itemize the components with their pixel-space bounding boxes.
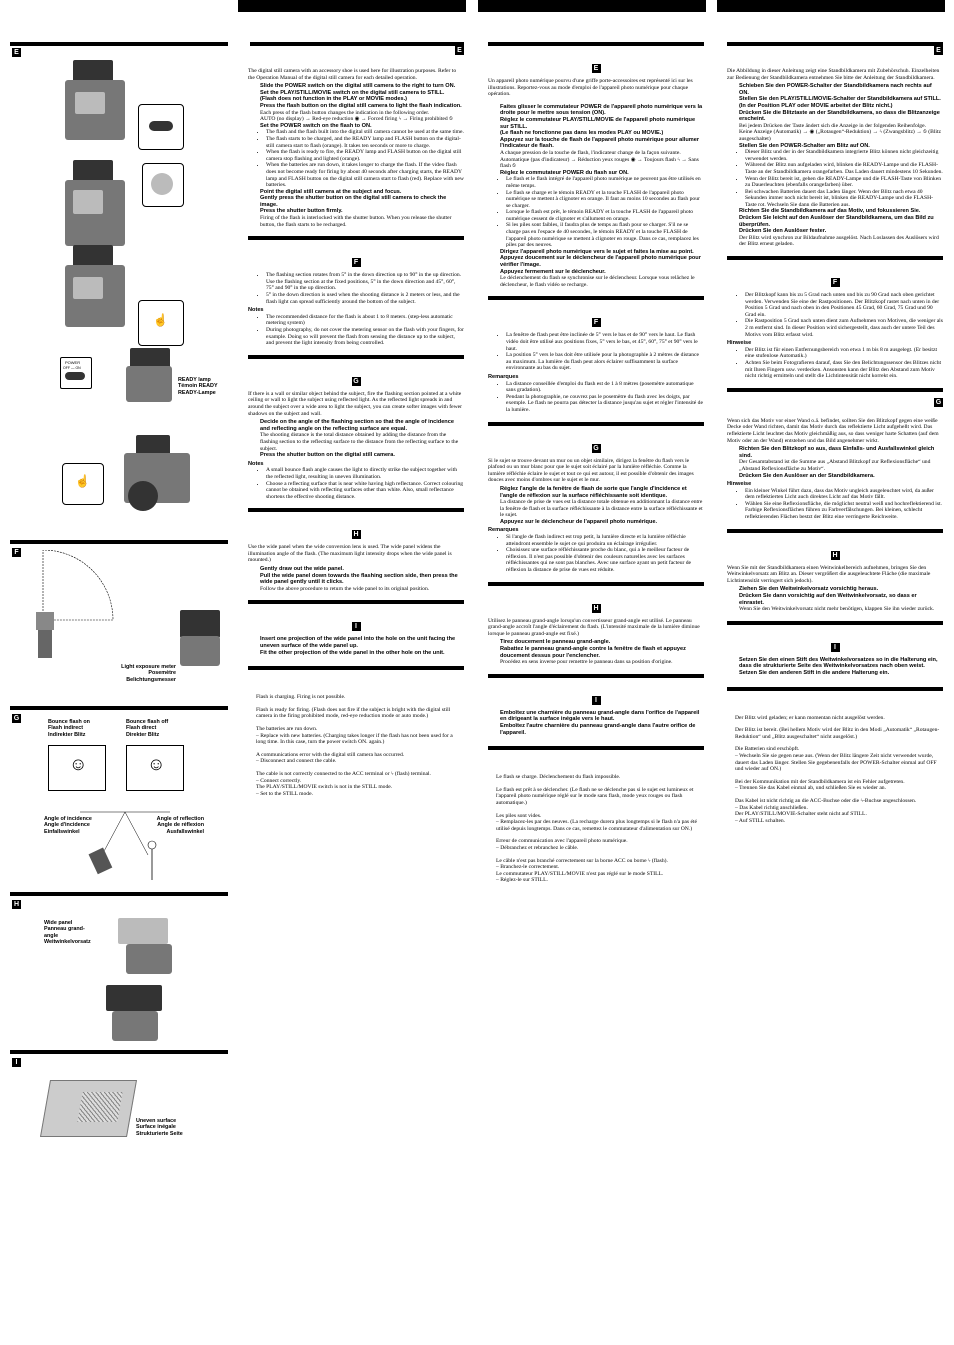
- en-g-step1: Decide on the angle of the flashing section so that the angle of incidence and reflecting angle on the reflecting surface are equal.: [260, 419, 454, 432]
- list-item: • When the batteries are run down, it takes longer to charge the flash. If the video flash does not become ready for firing by about 40 seconds after charging starts, the READY lamp and FLASH button on the digital still camera start to flash (red). Replace with new batteries.: [266, 162, 464, 188]
- fr-h-intro: Utilisez le panneau grand-angle lorsqu'un convertisseur grand-angle est utilisé. Le panneau grand-angle accroît l'angle d'éclairement du flash. (L'intensité maximale de la lumière diminue lorsque le panneau grand-angle est fixé.): [488, 617, 700, 637]
- power-switch-label: POWER: [65, 360, 81, 365]
- fr-g-step2: Appuyez sur le déclencheur de l'appareil photo numérique.: [500, 518, 658, 525]
- section-label-e: E: [592, 64, 601, 73]
- en-e-intro: The digital still camera with an accessory shoe is used here for illustration purposes. Refer to the Operation Manual of the digital still camera for each detailed operation.: [248, 68, 457, 81]
- list-item: • Si l'angle de flash indirect est trop petit, la lumière directe et la lumière réfléchie atteindront ensemble le sujet ce qui produira un éclairage irrégulier.: [506, 534, 704, 547]
- figure-column: [10, 0, 228, 1345]
- bounce-off-photo: ☺: [126, 745, 184, 791]
- list-item: • La distance conseillée d'emploi du flash est de 1 à 8 mètres (posemètre automatique sans gradation).: [506, 381, 704, 394]
- list-item: • Während der Blitz nun aufgeladen wird, blinken die READY-Lampe und die FLASH-Taste an der Standbildkamera orangefarben. Das Laden dauert mindestens 10 Sekunden.: [745, 162, 943, 175]
- fr-t6: Le commutateur PLAY/STILL/MOVIE n'est pas réglé sur le mode STILL.: [496, 870, 664, 877]
- en-e-step4-list: [248, 129, 464, 188]
- fr-t3: Les piles sont vides.: [496, 812, 542, 819]
- en-h-step1: Gently draw out the wide panel.: [260, 566, 344, 573]
- section-label-h: H: [353, 531, 359, 539]
- en-g-intro: If there is a wall or similar object behind the subject, fire the flashing section pointed at a white ceiling or wall to light the subject using reflected light. As the reflected light spreads in and around the subject over a wide area to light the subject, you can create softer images with fewer shadows on the subject and wall.: [248, 390, 463, 417]
- de-e-step4: Stellen Sie den POWER-Schalter am Blitz auf ON.: [739, 142, 870, 149]
- de-h-step2-text: Wenn Sie den Weitwinkelvorsatz nicht mehr benötigen, klappen Sie ihn wieder zurück.: [739, 606, 935, 613]
- fr-section-g: [488, 422, 704, 574]
- fr-g-step1-text: La distance de prise de vues est la distance totale obtenue en additionnant la distance entre la fenêtre de flash et la surface réfléchissante à la distance entre la surface réfléchissante et le sujet.: [500, 499, 703, 519]
- list-item: • Dieser Blitz und der in der Standbildkamera integrierte Blitz können nicht gleichzeitig verwendet werden.: [745, 149, 943, 162]
- en-t3a: – Replace with new batteries. (Charging takes longer if the flash has not been used for a long time. In this case, turn the power switch ON. again.): [256, 732, 453, 746]
- en-t4: A communications error with the digital still camera has occurred.: [256, 751, 405, 758]
- bounce-on-photo: ☺: [48, 745, 106, 791]
- list-item: • Le flash se charge et le témoin READY et la touche FLASH de l'appareil photo numérique se mettent à clignoter en orange. Il faut au moins 10 secondes au flash pour se charger.: [506, 190, 704, 210]
- flash-power-switch-box: [60, 357, 92, 389]
- fr-i-step1: Emboîtez une charnière du panneau grand-angle dans l'orifice de l'appareil en dirigeant la surface inégale vers le haut.: [500, 709, 700, 723]
- de-t3a: – Wechseln Sie sie gegen neue aus. (Wenn der Blitz längere Zeit nicht verwendet wurde, dauert das Laden länger. Stellen Sie gegebenenfalls der POWER-Schalter einmal auf OFF und wieder auf ON.): [735, 752, 937, 773]
- en-i-step2: Fit the other projection of the wide panel in the other hole on the unit.: [260, 649, 445, 656]
- list-item: • Wenn der Blitz bereit ist, gehen die READY-Lampe und die FLASH-Taste von Blinken zu Dauerleuchten (ebenfalls orangefarben) über.: [745, 176, 943, 189]
- en-e-step7-text: Firing of the flash is interlocked with the shutter button. When you release the shutter button, the flash starts to be recharged.: [260, 215, 452, 228]
- en-e-step1: Slide the POWER switch on the digital still camera to the right to turn ON.: [260, 83, 456, 90]
- de-e-step5: Richten Sie die Standbildkamera auf das Motiv, und fokussieren Sie.: [739, 208, 921, 215]
- en-e-step5: Point the digital still camera at the subject and focus.: [260, 188, 402, 195]
- en-section-h: [248, 508, 464, 592]
- de-e-step6: Drücken Sie leicht auf den Auslöser der Standbildkamera, um das Bild zu überprüfen.: [739, 215, 934, 228]
- section-label-f: F: [352, 258, 361, 267]
- fr-section-h: [488, 582, 704, 666]
- en-section-f: [248, 236, 464, 347]
- en-e-step3-order: AUTO (no display) → Red-eye reduction ◉ → Forced firing ϟ → Firing prohibited ⦸: [260, 116, 453, 123]
- list-item: • Si les piles sont faibles, il faudra plus de temps au flash pour se charger. S'il ne se charge pas en l'espace de 40 secondes, le témoin READY et la touche FLASH de l'appareil photo numérique se mettent à clignoter en rouge. Dans ce cas, remplacez les piles par des neuves.: [506, 222, 704, 248]
- de-g-notes-heading: Hinweise: [727, 481, 752, 488]
- fr-e-step3-text: A chaque pression de la touche de flash, l'indicateur change de la façon suivante.: [500, 149, 681, 156]
- fr-section-troubleshooting: [488, 746, 704, 884]
- section-label-f: F: [592, 318, 601, 327]
- de-g-step1: Richten Sie den Blitzkopf so aus, dass Einfalls- und Ausfallswinkel gleich sind.: [739, 446, 935, 459]
- de-e-step7: Drücken Sie den Auslöser fester.: [739, 228, 827, 235]
- fr-e-step5: Dirigez l'appareil photo numérique vers le sujet et faites la mise au point.: [500, 248, 694, 255]
- de-h-step1: Ziehen Sie den Weitwinkelvorsatz vorsichtig heraus.: [739, 586, 879, 593]
- list-item: • 5° in the down direction is used when the shooting distance is 2 meters or less, and the flash light can spread sufficiently around the bottom of the subject.: [266, 292, 464, 305]
- section-label-e: E: [455, 46, 464, 55]
- figure-label-e: E: [12, 48, 21, 57]
- fr-g-intro: Si le sujet se trouve devant un mur ou un objet similaire, dirigez la fenêtre du flash vers le plafond ou un mur blanc pour que le sujet soit éclairé par la lumière réfléchie. Comme la lumière réfléchie éclaire le sujet et tout ce qui est autour, il est possible d'obtenir des images douces avec moins d'ombres sur le sujet et le mur.: [488, 457, 694, 484]
- de-t4: Bei der Kommunikation mit der Standbildkamera ist ein Fehler aufgetreten.: [735, 778, 905, 785]
- en-section-troubleshooting: [248, 666, 464, 797]
- camera-with-flash-illustration: [118, 435, 208, 525]
- en-h-step2: Pull the wide panel down towards the flashing section side, then press the wide panel gently until it clicks.: [260, 572, 458, 586]
- de-h-step2: Drücken Sie dann vorsichtig auf den Weitwinkelvorsatz, so dass er einrastet.: [739, 593, 917, 606]
- french-column: [488, 0, 704, 884]
- de-e-step2-note: (In der Position PLAY oder MOVIE arbeitet der Blitz nicht.): [739, 102, 893, 109]
- figure-label-i: I: [12, 1058, 21, 1067]
- list-item: • Pendant la photographie, ne couvrez pas le posemètre du flash avec les doigts, par exemple. Le flash ne pourra pas détecter la distance jusqu'au sujet et régler l'intensité de la lumière.: [506, 394, 704, 414]
- de-t5: Das Kabel ist nicht richtig an die ACC-Buchse oder die ϟ-Buchse angeschlossen.: [735, 797, 917, 804]
- section-label-g: G: [353, 377, 359, 385]
- de-t4a: – Trennen Sie das Kabel einmal ab, und schließen Sie es wieder an.: [735, 785, 886, 792]
- en-g-step2: Press the shutter button on the digital still camera.: [260, 452, 395, 459]
- bounce-on-caption: Bounce flash on Flash indirect Indirekter Blitz: [48, 719, 90, 738]
- power-switch-detail: [138, 104, 184, 150]
- de-t1: Der Blitz wird geladen; er kann momentan nicht ausgelöst werden.: [735, 714, 885, 721]
- wide-panel-illustration-2: [98, 985, 178, 1045]
- en-t5: The cable is not correctly connected to the ACC terminal or ϟ (flash) terminal.: [256, 770, 431, 777]
- angle-reflection-caption: Angle of reflection Angle de réflexion Ausfallswinkel: [156, 816, 204, 835]
- figure-label-f: F: [12, 548, 21, 557]
- rule-g: [10, 706, 228, 710]
- de-section-troubleshooting: [727, 687, 943, 825]
- de-g-step2: Drücken Sie den Auslöser an der Standbildkamera.: [739, 472, 875, 479]
- de-i-step1: Setzen Sie den einen Stift des Weitwinkelvorsatzes so in die Halterung ein, dass die strukturierte Seite des Weitwinkelvorsatzes nach oben weist.: [739, 656, 938, 670]
- list-item: • La position 5° vers le bas doit être utilisée pour la photographie à 2 mètres de distance au maximum. La lumière du flash peut alors éclairer suffisamment la surface environnante au bas du sujet.: [506, 352, 704, 372]
- section-label-e: E: [934, 46, 943, 55]
- camera-illustration-1: [65, 60, 135, 150]
- list-item: • The flashing section rotates from 5° in the down direction up to 90° in the up direction. Use the flashing section at the fixed positions, 5° in the down direction and 45°, 60°, 75° and 90° in the up direction.: [266, 272, 464, 292]
- en-section-g: [248, 355, 464, 501]
- wide-panel-surface-illustration: [40, 1070, 140, 1148]
- fr-i-step2: Emboîtez l'autre charnière du panneau grand-angle dans l'autre orifice de l'appareil.: [500, 722, 696, 736]
- en-t6: The PLAY/STILL/MOVIE switch is not in the STILL mode.: [256, 784, 393, 791]
- flash-unit-illustration-2: [180, 610, 230, 670]
- rule-i: [10, 1050, 228, 1054]
- wide-panel-illustration-1: [118, 918, 188, 978]
- list-item: • During photography, do not cover the metering sensor on the flash with your fingers, for example. Doing so will prevent the flash from sensing the distance up to the subject, and prevent the light intensity from being controlled.: [266, 327, 464, 347]
- fr-t3a: – Remplacez-les par des neuves. (La recharge durera plus longtemps si le flash n'a pas été utilisé depuis longtemps. Dans ce cas, remettez le commutateur d'alimentation sur ON.): [496, 819, 697, 832]
- fr-section-f: [488, 296, 704, 413]
- de-t6a: – Auf STILL schalten.: [735, 817, 786, 824]
- fr-t4a: – Débranchez et rebranchez le câble.: [496, 844, 579, 851]
- list-item: • When the flash is ready to fire, the READY lamp and FLASH button on the digital still camera stop flashing and lighted (orange).: [266, 149, 464, 162]
- fr-h-step1: Tirez doucement le panneau grand-angle.: [500, 639, 611, 646]
- fr-t6a: – Réglez-le sur STILL.: [496, 877, 548, 884]
- de-t2: Der Blitz ist bereit. (Bei hellem Motiv wird der Blitz in den Modi „Automatik“ „Rotaugen-Reduktion“ und „Blitz ausgeschaltet“ nicht ausgelöst.): [735, 727, 940, 740]
- list-item: • The flash starts to be charged, and the READY lamp and FLASH button on the digital-still camera start to flash (orange). It takes ten seconds or more to charge.: [266, 136, 464, 149]
- fr-e-step6: Appuyez doucement sur le déclencheur de l'appareil photo numérique pour vérifier l'image.: [500, 255, 701, 269]
- fr-e-step2-note: (Le flash ne fonctionne pas dans les modes PLAY ou MOVIE.): [500, 130, 664, 137]
- de-e-step1: Schieben Sie den POWER-Schalter der Standbildkamera nach rechts auf ON.: [739, 83, 932, 96]
- fr-t2: Le flash est prêt à se déclencher. (Le flash ne se déclenche pas si le sujet est lumineux et l'appareil photo numérique réglé sur le mode sans flash, mode yeux rouges ou flash automatique.): [496, 786, 694, 806]
- bounce-angle-diagram: [80, 810, 170, 885]
- fr-e-step7: Appuyez fermement sur le déclencheur.: [500, 268, 606, 275]
- de-e-step7-text: Der Blitz wird synchron zur Bildaufnahme ausgelöst. Nach Loslassen des Auslösers wird der Blitz erneut geladen.: [739, 234, 939, 248]
- de-t3: Die Batterien sind erschöpft.: [735, 746, 800, 753]
- de-e-step2: Stellen Sie den PLAY/STILL/MOVIE-Schalter der Standbildkamera auf STILL.: [739, 96, 941, 103]
- rule-h: [10, 892, 228, 896]
- de-section-i: [727, 621, 943, 677]
- list-item: • Lorsque le flash est prêt, le témoin READY et la touche FLASH de l'appareil photo numérique cessent de clignoter et s'allument en orange.: [506, 209, 704, 222]
- section-label-i: I: [592, 696, 601, 705]
- en-g-step1-text: The shooting distance is the total distance obtained by adding the distance from the flashing section to the reflecting surface to the distance from the reflecting surface to the subject.: [260, 432, 459, 452]
- fr-e-intro: Un appareil photo numérique pourvu d'une griffe porte-accessoires est représenté ici sur les illustrations. Reportez-vous au mode d'emploi de l'appareil photo numérique pour chaque opération.: [488, 78, 693, 98]
- en-section-e: [248, 42, 464, 228]
- shutter-press-detail: ☝: [62, 463, 104, 505]
- mode-dial-detail: [142, 163, 184, 207]
- camera-illustration-2: [65, 160, 135, 250]
- fr-t5: Le câble n'est pas branché correctement sur la borne ACC ou borne ϟ (flash).: [496, 857, 668, 864]
- list-item: • Der Blitzkopf kann bis zu 5 Grad nach unten und bis zu 90 Grad nach oben gerichtet werden. Verwenden Sie eine der Rastpositionen. Der Blitzkopf rastet nach unten in der Position 5 Grad und nach oben in den Positionen 45 Grad, 60 Grad, 75 Grad und 90 Grad ein.: [745, 292, 943, 318]
- de-e-intro: Die Abbildung in dieser Anleitung zeigt eine Standbildkamera mit Zubehörschuh. Einzelheiten zur Bedienung der Standbildkamera entnehmen Sie bitte der Anleitung der Standbildkamera.: [727, 68, 940, 81]
- en-h-intro: Use the wide panel when the wide conversion lens is used. The wide panel widens the illumination angle of the flash. (The maximum light intensity drops when the wide panel is mounted.): [248, 544, 452, 564]
- section-label-h: H: [593, 604, 599, 612]
- flash-button-detail: ☝: [138, 300, 184, 346]
- list-item: • Bei schwachen Batterien dauert das Laden länger. Wenn der Blitz nach etwa 40 Sekunden immer noch nicht bereit ist, blinken die READY-Lampe und die FLASH-Taste rot. Wechseln Sie dann die Batterien aus.: [745, 189, 943, 209]
- fr-g-step1: Réglez l'angle de la fenêtre de flash de sorte que l'angle d'incidence et l'angle de réflexion sur la surface réfléchissante soit identique.: [500, 485, 687, 499]
- fr-t5a: – Branchez-le correctement.: [496, 864, 560, 871]
- de-e-step3: Drücken Sie die Blitztaste an der Standbildkamera, so dass die Blitzanzeige erscheint.: [739, 109, 940, 123]
- de-f-notes-heading: Hinweise: [727, 340, 752, 347]
- de-section-g: [727, 388, 943, 521]
- fr-e-step4: Réglez le commutateur POWER du flash sur ON.: [500, 169, 629, 176]
- list-item: • A small bounce flash angle causes the light to directly strike the subject together with the reflected light, resulting in uneven illumination.: [266, 467, 464, 480]
- light-meter-caption: Light exposure meter Posemètre Belichtungsmesser: [121, 664, 176, 683]
- fr-t4: Erreur de communication avec l'appareil photo numérique.: [496, 838, 628, 845]
- de-section-f: [727, 256, 943, 380]
- rule-f: [10, 540, 228, 544]
- en-f-notes-heading: Notes: [248, 307, 264, 314]
- list-item: • The flash and the flash built into the digital still camera cannot be used at the same time.: [266, 129, 464, 136]
- section-label-i: I: [352, 622, 361, 631]
- fr-g-notes-heading: Remarques: [488, 527, 519, 534]
- en-h-step2-text: Follow the above procedure to return the wide panel to its original position.: [260, 585, 430, 592]
- fr-section-e: [488, 42, 704, 288]
- de-section-e: [727, 42, 943, 248]
- list-item: • Die Rastposition 5 Grad nach unten dient zum Aufnehmen von Motiven, die weniger als 2 m entfernt sind. In dieser Position wird sichergestellt, dass auch der untere Teil des Motivs vom Blitz erfasst wird.: [745, 318, 943, 338]
- en-t4a: – Disconnect and connect the cable.: [256, 758, 337, 765]
- en-e-step7: Press the shutter button firmly.: [260, 208, 343, 215]
- en-t3: The batteries are run down.: [256, 726, 318, 732]
- figure-label-h: H: [13, 901, 20, 908]
- list-item: • Wählen Sie eine Reflexionsfläche, die möglichst neutral weiß und hochreflektierend ist. Farbige Reflexionsflächen führen zu Farbverfälschungen. Bei kleinen, schlecht reflektierenden Flächen bestzt der Blitz eine verringerte Reichweite.: [745, 501, 943, 521]
- de-e-step3-order: Keine Anzeige (Automatik) → ◉ („Rotaugen“-Reduktion) → ϟ (Zwangsblitz) → ⦸ (Blitz ausgeschaltet): [739, 129, 941, 142]
- english-column: [248, 0, 464, 797]
- de-g-step1-text: Der Gesamtabstand ist die Summe aus „Abstand Blitzkopf zur Reflexionsfläche“ und „Abstand Reflexionsfläche zu Motiv“.: [739, 459, 931, 472]
- german-column: [727, 0, 943, 824]
- uneven-surface-caption: Uneven surface Surface inégale Strukturierte Seite: [136, 1118, 183, 1137]
- list-item: • Choose a reflecting surface that is near white having high reflectance. Correct colouring cannot be obtained with reflecting surfaces other than white. Also, small reflectance shortens the effective shooting distance.: [266, 481, 464, 501]
- flash-angle-diagram: [28, 550, 118, 665]
- rule-e: [10, 42, 228, 46]
- en-t5a: – Connect correctly.: [256, 777, 302, 784]
- list-item: • Achten Sie beim Fotografieren darauf, dass Sie den Belichtungssensor des Blitzes nicht mit Ihren Fingern usw. verdecken. Ansonsten kann der Blitz den Abstand zum Motiv nicht richtig ermitteln und stellt die Lichtintensität nicht korrekt ein.: [745, 360, 943, 380]
- list-item: • Le flash et le flash intégré de l'appareil photo numérique ne peuvent pas être utilisés en même temps.: [506, 176, 704, 189]
- fr-section-i: [488, 674, 704, 736]
- de-i-step2: Setzen Sie den anderen Stift in die andere Halterung ein.: [739, 670, 890, 676]
- list-item: • Choisissez une surface réfléchissante proche du blanc, qui a le meilleur facteur de réflexion. Il n'est pas possible d'obtenir des couleurs naturelles avec les surfaces réfléchissantes qui ne sont pas blanches. Avec une surface ayant un petit facteur de réflexion la distance de prise de vues est réduite.: [506, 547, 704, 573]
- fr-f-notes-heading: Remarques: [488, 373, 519, 380]
- list-item: • The recommended distance for the flash is about 1 to 8 meters. (step-less automatic metering system): [266, 314, 464, 327]
- ready-lamp-caption: READY lamp Témoin READY READY-Lampe: [178, 377, 218, 396]
- en-section-i: [248, 600, 464, 656]
- list-item: • Ein kleiner Winkel führt dazu, dass das Motiv ungleich ausgeleuchtet wird, da außer dem reflektierten Licht auch direktes Licht auf das Motiv fällt.: [745, 488, 943, 501]
- de-h-intro: Wenn Sie mit der Standbildkamera einen Weitwinkelbereich aufnehmen, bringen Sie den Weitwinkelvorsatz am Blitz an. Dieser vergrößert die ausgeleuchtete Fläche (die maximale Lichtintensität verringert sich jedoch).: [727, 564, 931, 584]
- angle-incidence-caption: Angle of incidence Angle d'incidence Einfallswinkel: [44, 816, 92, 835]
- fr-e-step7-text: Le déclenchement du flash se synchronise sur le déclencheur. Lorsque vous relâchez le déclencheur, le flash vidéo se recharge.: [500, 275, 695, 288]
- en-t6a: – Set to the STILL mode.: [256, 790, 313, 797]
- de-t5a: – Das Kabel richtig anschließen.: [735, 804, 808, 811]
- fr-h-step2-text: Procédez en sens inverse pour remettre le panneau dans sa position d'origine.: [500, 659, 673, 666]
- section-label-g: G: [593, 444, 599, 452]
- de-e-step3-text: Bei jedem Drücken der Taste ändert sich die Anzeige in der folgenden Reihenfolge.: [739, 122, 926, 129]
- list-item: • Der Blitz ist für einen Entfernungsbereich von etwa 1 m bis 8 m ausgelegt. (Er besitzt eine stufenlose Automatik.): [745, 347, 943, 360]
- fr-e-step3-order: Automatique (pas d'indicateur) → Réduction yeux rouges ◉ → Toujours flash ϟ → Sans flash ⦸: [500, 156, 699, 170]
- wide-panel-caption: Wide panel Panneau grand- angle Weitwinkelvorsatz: [44, 920, 91, 946]
- fr-h-step2: Rabattez le panneau grand-angle contre la fenêtre de flash et appuyez doucement dessus pour l'enclencher.: [500, 646, 686, 659]
- en-e-step6: Gently press the shutter button on the digital still camera to check the image.: [260, 195, 447, 208]
- fr-t1: Le flash se charge. Déclenchement du flash impossible.: [496, 774, 621, 781]
- en-t2: Flash is ready for firing. (Flash does not fire if the subject is bright with the digital still camera in the firing prohibited mode, red-eye reduction mode or auto mode.): [256, 706, 451, 720]
- en-e-step3: Press the flash button on the digital still camera to light the flash indication.: [260, 102, 462, 109]
- list-item: • La fenêtre de flash peut être inclinée de 5° vers le bas et de 90° vers le haut. Le flash vidéo doit être utilisé aux positions fixes, 5° vers le bas, et 45°, 60°, 75° et 90° vers le haut.: [506, 332, 704, 352]
- fr-e-step3: Appuyez sur la touche de flash de l'appareil photo numérique pour allumer l'indicateur de flash.: [500, 136, 700, 150]
- camera-illustration-3: [65, 245, 135, 335]
- figure-label-g: G: [13, 715, 20, 722]
- en-e-step2: Set the PLAY/STILL/MOVIE switch on the digital still camera to STILL.: [260, 89, 445, 96]
- en-g-notes-heading: Notes: [248, 460, 264, 467]
- en-e-step3-text: Each press of the flash button changes the indication in the following order.: [260, 109, 430, 116]
- section-label-f: F: [831, 278, 840, 287]
- section-label-i: I: [831, 643, 840, 652]
- en-t1: Flash is charging. Firing is not possible.: [256, 694, 346, 701]
- de-section-h: [727, 529, 943, 613]
- bounce-off-caption: Bounce flash off Flash direct Direkter Blitz: [126, 719, 169, 738]
- section-label-g: G: [935, 398, 942, 406]
- de-g-intro: Wenn sich das Motiv vor einer Wand o.ä. befindet, sollten Sie den Blitzkopf gegen eine weiße Decke oder Wand richten, damit das Motiv durch das reflektierte Licht aufgehellt wird. Das reflektierte Licht leuchtet das Motiv gleichmäßig aus, so dass weniger harte Schatten (auf dem Motiv oder an der Wand) entstehen und das Bild angenehmer wirkt.: [727, 417, 939, 444]
- fr-e-step2: Réglez le commutateur PLAY/STILL/MOVIE de l'appareil photo numérique sur STILL.: [500, 116, 696, 130]
- en-i-step1: Insert one projection of the wide panel into the hole on the unit facing the uneven surface of the wide panel up.: [260, 636, 456, 650]
- fr-e-step1: Faites glisser le commutateur POWER de l'appareil photo numérique vers la droite pour le mettre sous tension (ON).: [500, 103, 703, 117]
- power-switch-positions: OFF — ON: [63, 366, 81, 370]
- section-label-h: H: [832, 551, 838, 559]
- de-t6: Der PLAY/STILL/MOVIE-Schalter steht nicht auf STILL.: [735, 811, 867, 818]
- en-e-step4: Set the POWER switch on the flash to ON.: [260, 122, 372, 129]
- en-e-step2-note: (Flash does not function in the PLAY or MOVIE modes.): [260, 96, 408, 103]
